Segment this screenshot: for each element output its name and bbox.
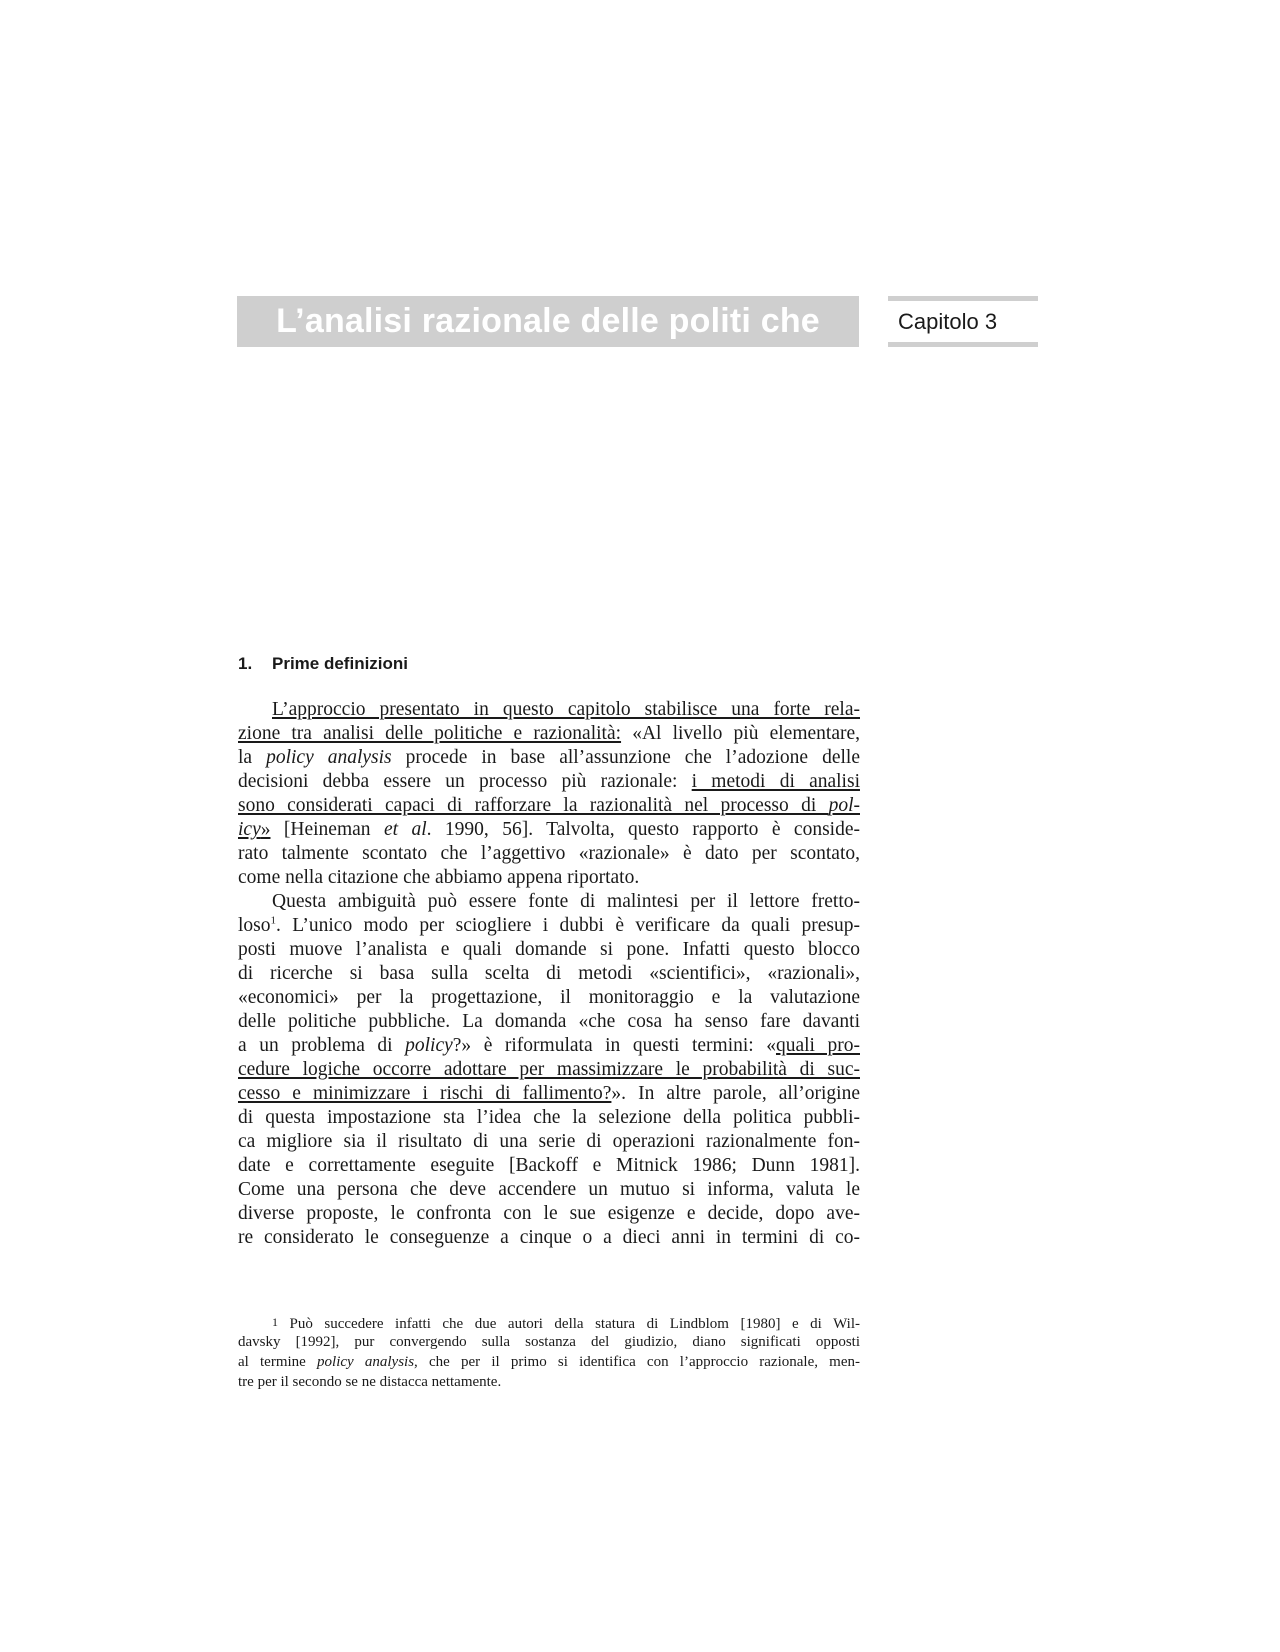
body-line: date e correttamente eseguite [Backoff e Mitnick 1986; Dunn 1981]. <box>238 1155 860 1176</box>
underlined-text: L’approccio presentato in questo capitolo stabilisce una forte rela- <box>272 699 860 720</box>
underlined-italic-term: icy <box>238 819 261 840</box>
underlined-text: i metodi di analisi <box>691 771 860 792</box>
chapter-label-box <box>888 296 1038 347</box>
body-line <box>238 914 860 938</box>
underlined-text: sono considerati capaci di rafforzare la razionalità nel processo di <box>238 795 829 816</box>
underlined-text: cedure logiche occorre adottare per massimizzare le probabilità di suc- <box>238 1059 860 1080</box>
body-line <box>238 1082 860 1106</box>
body-line <box>238 1058 860 1082</box>
body-line: diverse proposte, le confronta con le sue esigenze e decide, dopo ave- <box>238 1203 860 1224</box>
chapter-label-bottom-rule <box>888 342 1038 347</box>
footnote-line <box>238 1352 860 1372</box>
body-line: di ricerche si basa sulla scelta di metodi «scientifici», «razionali», <box>238 963 860 984</box>
footnote-line: tre per il secondo se ne distacca nettamente. <box>238 1374 502 1390</box>
body-line: di questa impostazione sta l’idea che la selezione della politica pubbli- <box>238 1107 860 1128</box>
italic-term: policy analysis <box>317 1354 415 1370</box>
body-text-span: . L’unico modo per sciogliere i dubbi è verificare da quali presup- <box>276 915 860 936</box>
footnote-reference: 1 <box>270 914 277 927</box>
body-text <box>238 698 860 1250</box>
body-line <box>238 746 860 770</box>
body-line: come nella citazione che abbiamo appena riportato. <box>238 867 640 888</box>
footnote-text: Può succedere infatti che due autori della statura di Lindblom [1980] e di Wil- <box>278 1316 860 1332</box>
footnote <box>238 1312 860 1392</box>
underlined-text: zione tra analisi delle politiche e razionalità: <box>238 723 622 744</box>
footnote-text: al termine <box>238 1354 318 1370</box>
body-text-span: procede in base all’assunzione che l’adozione delle <box>391 747 860 768</box>
body-line: «economici» per la progettazione, il monitoraggio e la valutazione <box>238 987 860 1008</box>
chapter-label: Capitolo 3 <box>898 309 998 334</box>
body-text-span: . 1990, 56]. Talvolta, questo rapporto è conside- <box>426 819 860 840</box>
footnote-number: 1 <box>272 1315 278 1329</box>
body-line: Come una persona che deve accendere un mutuo si informa, valuta le <box>238 1179 860 1200</box>
body-text-span: decisioni debba essere un processo più razionale: <box>238 771 692 792</box>
chapter-title-banner <box>237 296 859 347</box>
body-line <box>238 698 860 722</box>
section-number: 1. <box>238 654 253 673</box>
body-line <box>238 794 860 818</box>
body-line <box>238 1034 860 1058</box>
section-heading <box>238 654 408 674</box>
body-text-span: [Heineman <box>270 819 384 840</box>
body-text-span: ». In altre parole, all’origine <box>611 1083 860 1104</box>
underlined-text: » <box>260 819 271 840</box>
footnote-text: , che per il primo si identifica con l’approccio razionale, men- <box>414 1354 860 1370</box>
body-line <box>238 722 860 746</box>
body-line: Questa ambiguità può essere fonte di malintesi per il lettore fretto- <box>272 891 860 912</box>
footnote-line: davsky [1992], pur convergendo sulla sostanza del giudizio, diano significati opposti <box>238 1334 860 1350</box>
chapter-title: L’analisi razionale delle politi che <box>276 302 820 340</box>
body-line: rato talmente scontato che l’aggettivo «razionale» è dato per scontato, <box>238 843 860 864</box>
italic-term: policy analysis <box>266 747 392 768</box>
italic-term: et al <box>383 819 427 840</box>
italic-term: policy <box>405 1035 453 1056</box>
body-line <box>238 770 860 794</box>
body-line: ca migliore sia il risultato di una serie di operazioni razionalmente fon- <box>238 1131 860 1152</box>
underlined-text: cesso e minimizzare i rischi di fallimento? <box>238 1083 612 1104</box>
underlined-text: quali pro- <box>775 1035 860 1056</box>
body-line <box>238 818 860 842</box>
section-title: Prime definizioni <box>272 654 409 673</box>
body-text-span: a un problema di <box>238 1035 406 1056</box>
body-text-span: ?» è riformulata in questi termini: « <box>452 1035 776 1056</box>
body-text-span: la <box>238 747 267 768</box>
body-text-span: «Al livello più elementare, <box>621 723 861 744</box>
body-line: re considerato le conseguenze a cinque o a dieci anni in termini di co- <box>238 1227 860 1248</box>
underlined-italic-term: pol- <box>828 795 860 816</box>
body-line: delle politiche pubbliche. La domanda «che cosa ha senso fare davanti <box>238 1011 860 1032</box>
footnote-line <box>238 1312 860 1332</box>
body-line: posti muove l’analista e quali domande si pone. Infatti questo blocco <box>238 939 860 960</box>
body-text-span: loso <box>238 915 271 936</box>
